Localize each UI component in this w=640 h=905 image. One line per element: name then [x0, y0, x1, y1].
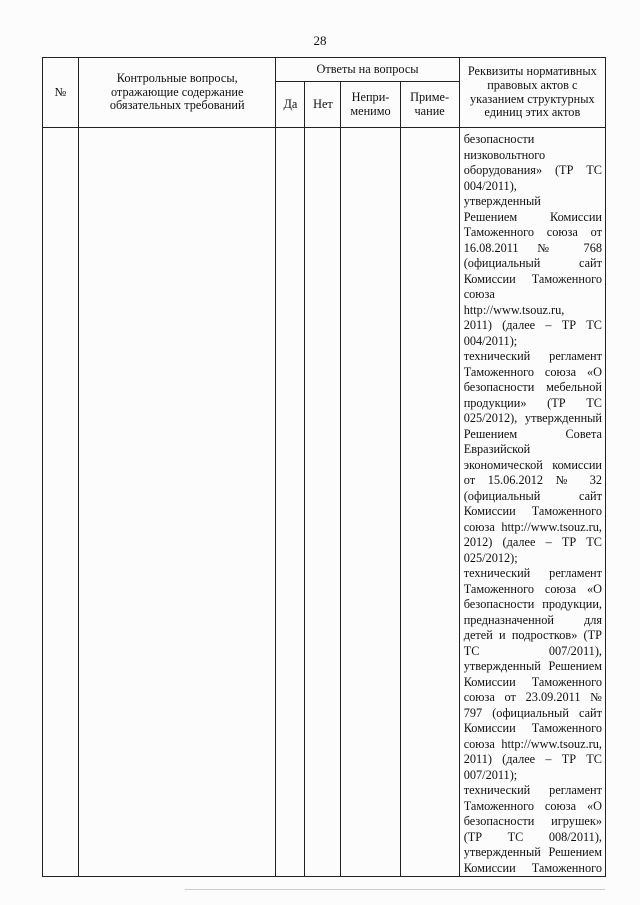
requisites-line: 2011) (далее – ТР ТС [463, 752, 602, 766]
requisites-line: от 15.06.2012 № 32 [463, 473, 602, 487]
header-no: Нет [305, 82, 341, 128]
header-not-applicable: Непри-менимо [341, 82, 400, 128]
header-requisites: Реквизиты нормативных правовых актов с указанием структурных единиц этих актов [459, 58, 605, 128]
requisites-line: Таможенного союза от [463, 225, 602, 239]
requisites-line: (официальный сайт [463, 256, 602, 270]
cell-num [43, 128, 79, 877]
table-row [43, 128, 606, 877]
requisites-line: безопасности мебельной [463, 380, 602, 394]
requisites-line: оборудования» (ТР ТС [463, 163, 602, 177]
cell-no [305, 128, 341, 877]
requisites-line: http://www.tsouz.ru, [463, 302, 565, 317]
requisites-line: безопасности продукции, [463, 597, 602, 611]
header-questions: Контрольные вопросы, отражающие содержание обязательных требований [79, 58, 276, 128]
requisites-line: ТС 007/2011), [463, 643, 602, 658]
requisites-line: утвержденный Решением [463, 845, 602, 859]
requisites-line: безопасности [463, 132, 535, 146]
requisites-line: экономической комиссии [463, 457, 602, 472]
requisites-line: 2012) (далее – ТР ТС [463, 535, 602, 549]
requisites-line: детей и подростков» (ТР [463, 628, 602, 642]
requisites-line: Комиссии Таможенного [463, 860, 602, 875]
requisites-line: 004/2011), [463, 178, 517, 193]
cell-not-applicable [341, 128, 400, 877]
requisites-line: технический регламент [463, 566, 602, 580]
requisites-line: 797 (официальный сайт [463, 705, 602, 720]
requisites-line: 16.08.2011 № 768 [463, 240, 602, 255]
requisites-line: технический регламент [463, 783, 602, 797]
cell-requisites [459, 128, 605, 877]
requisites-line: Комиссии Таможенного [463, 674, 602, 689]
requisites-line: Комиссии Таможенного [463, 271, 602, 286]
requisites-line: Евразийской [463, 442, 531, 456]
requisites-line: Таможенного союза «О [463, 798, 602, 813]
requisites-line: 025/2012), утвержденный [463, 411, 602, 425]
cell-yes [276, 128, 305, 877]
cell-note [400, 128, 459, 877]
requisites-line: технический регламент [463, 349, 602, 363]
header-num: № [43, 58, 79, 128]
header-yes: Да [276, 82, 305, 128]
requisites-line: Комиссии Таможенного [463, 721, 602, 735]
requisites-line: 004/2011); [463, 333, 518, 348]
requisites-line: Комиссии Таможенного [463, 504, 602, 518]
requisites-line: (официальный сайт [463, 488, 602, 503]
checklist-table [42, 57, 606, 877]
requisites-line: продукции» (ТР ТС [463, 395, 602, 410]
requisites-line: безопасности игрушек» [463, 814, 602, 828]
requisites-line: предназначенной для [463, 612, 602, 627]
requisites-line: 2011) (далее – ТР ТС [463, 318, 602, 332]
page-number: 28 [313, 33, 327, 48]
requisites-line: утвержденный Решением [463, 659, 602, 673]
requisites-line: союза http://www.tsouz.ru, [463, 736, 602, 751]
header-row-top [43, 58, 606, 82]
requisites-line: Таможенного союза «О [463, 581, 602, 596]
requisites-line: Таможенного союза «О [463, 364, 602, 379]
cell-question [79, 128, 276, 877]
requisites-line: союза от 23.09.2011 № [463, 690, 602, 704]
requisites-line: низковольтного [463, 147, 546, 162]
requisites-line: (ТР ТС 008/2011), [463, 829, 602, 844]
requisites-line: союза http://www.tsouz.ru, [463, 519, 602, 534]
header-note: Приме-чание [400, 82, 459, 128]
header-answers-group: Ответы на вопросы [276, 58, 459, 82]
requisites-line: 007/2011); [463, 767, 518, 782]
requisites-line: Решением Комиссии [463, 209, 602, 224]
requisites-line: утвержденный [463, 194, 541, 208]
requisites-line: 025/2012); [463, 550, 518, 565]
requisites-line: Решением Совета [463, 426, 602, 441]
footer-rule [185, 889, 605, 890]
requisites-line: союза [463, 287, 495, 301]
